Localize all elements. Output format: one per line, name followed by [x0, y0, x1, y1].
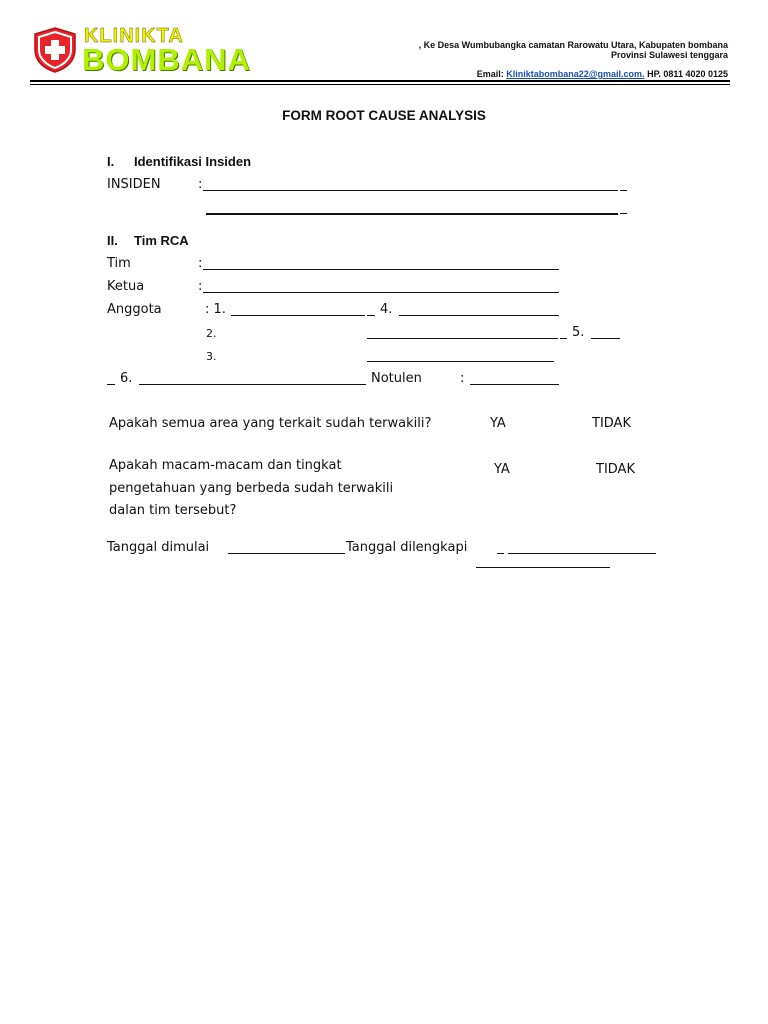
question-1-text: Apakah semua area yang terkait sudah terwakili? [109, 416, 432, 431]
anggota-6-input-line[interactable] [139, 384, 366, 385]
tim-input-line[interactable] [203, 269, 559, 270]
complete-date-label: Tanggal dilengkapi [346, 540, 468, 555]
question-2-text-line-2: pengetahuan yang berbeda sudah terwakili [109, 481, 394, 496]
question-2-no[interactable]: TIDAK [596, 462, 635, 477]
anggota-2-input-line[interactable] [367, 338, 558, 339]
start-date-input-line[interactable] [228, 553, 345, 554]
anggota-1-line-end [367, 315, 375, 316]
question-2-text-line-3: dalan tim tersebut? [109, 503, 237, 518]
question-2-text-line-1: Apakah macam-macam dan tingkat [109, 458, 342, 473]
insiden-label: INSIDEN [107, 177, 161, 192]
phone-number: HP. 0811 4020 0125 [647, 69, 728, 79]
anggota-4-input-line[interactable] [399, 315, 559, 316]
section-1-number: I. [107, 154, 115, 169]
question-1-no[interactable]: TIDAK [592, 416, 631, 431]
anggota-3-input-line[interactable] [367, 361, 554, 362]
start-date-label: Tanggal dimulai [107, 540, 210, 555]
anggota-6-line-start [107, 384, 115, 385]
anggota-4-label: 4. [380, 302, 393, 317]
logo-shield-icon [32, 26, 78, 74]
anggota-2-line-end [560, 338, 567, 339]
tim-colon: : [198, 256, 203, 271]
logo-text-bottom: BOMBANA [82, 42, 251, 77]
anggota-2-label: 2. [206, 327, 217, 340]
ketua-input-line[interactable] [203, 292, 559, 293]
anggota-6-label: 6. [120, 371, 133, 386]
ketua-colon: : [198, 279, 203, 294]
logo-text-top: KLINIKTA [84, 25, 184, 47]
section-2-number: II. [107, 233, 118, 248]
insiden-input-line-2-end [620, 213, 627, 214]
anggota-5-label: 5. [572, 325, 585, 340]
address-line-1: , Ke Desa Wumbubangka camatan Rarowatu Utara, Kabupaten bombana [418, 40, 728, 50]
question-1-yes[interactable]: YA [490, 416, 506, 431]
email-label: Email: [476, 69, 504, 79]
question-2-yes[interactable]: YA [494, 462, 510, 477]
complete-date-input-line-2[interactable] [476, 567, 610, 568]
anggota-1-label: : 1. [205, 302, 226, 317]
header-divider-thick [30, 80, 730, 82]
insiden-input-line-1-end [620, 190, 627, 191]
email-link[interactable]: Kliniktabombana22@gmail.com. [506, 69, 645, 79]
notulen-colon: : [460, 371, 465, 386]
tim-label: Tim [107, 256, 131, 271]
insiden-input-line-2[interactable] [206, 213, 618, 215]
section-1-title: Identifikasi Insiden [134, 154, 252, 169]
notulen-label: Notulen [371, 371, 422, 386]
anggota-5-input-line[interactable] [591, 338, 620, 339]
address-line-2: Provinsi Sulawesi tenggara [610, 50, 728, 60]
anggota-3-label: 3. [206, 350, 217, 363]
notulen-input-line[interactable] [470, 384, 559, 385]
section-2-title: Tim RCA [134, 233, 189, 248]
complete-date-line-start [497, 553, 504, 554]
contact-line [477, 69, 728, 79]
anggota-1-input-line[interactable] [231, 315, 365, 316]
header-divider-thin [30, 84, 730, 85]
insiden-input-line-1[interactable] [203, 190, 618, 191]
insiden-colon: : [198, 177, 203, 192]
ketua-label: Ketua [107, 279, 145, 294]
complete-date-input-line[interactable] [508, 553, 656, 554]
form-title: FORM ROOT CAUSE ANALYSIS [282, 108, 486, 123]
anggota-label: Anggota [107, 302, 162, 317]
